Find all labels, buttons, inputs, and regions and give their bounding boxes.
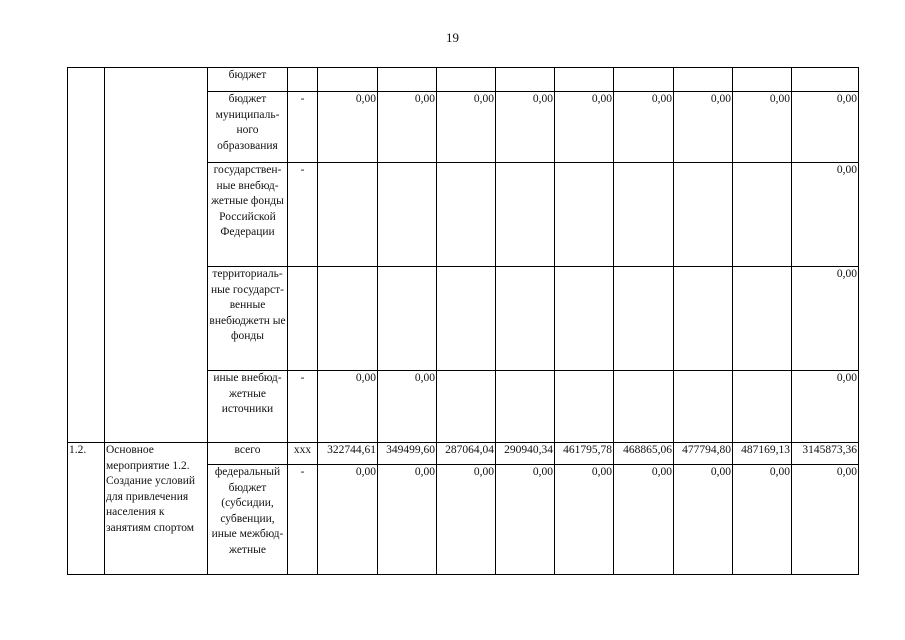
value-cell: 468865,06	[614, 443, 674, 465]
value-cell	[318, 68, 378, 92]
value-cell	[733, 371, 792, 443]
value-cell: 0,00	[318, 371, 378, 443]
value-cell: 0,00	[674, 465, 733, 575]
value-cell	[437, 163, 496, 267]
value-cell	[733, 163, 792, 267]
value-cell	[496, 68, 555, 92]
value-cell	[555, 267, 614, 371]
budget-table	[67, 67, 859, 575]
value-cell: 349499,60	[378, 443, 437, 465]
value-cell	[792, 68, 859, 92]
value-cell	[674, 267, 733, 371]
page-number: 19	[446, 30, 459, 45]
item-code-cell: 1.2.	[68, 443, 105, 575]
value-cell: 0,00	[614, 465, 674, 575]
source-cell: иные внебюд-жетные источники	[208, 371, 288, 443]
source-cell: всего	[208, 443, 288, 465]
value-cell	[614, 68, 674, 92]
code-mark-cell: -	[288, 465, 318, 575]
value-cell: 487169,13	[733, 443, 792, 465]
value-cell	[674, 371, 733, 443]
code-mark-cell	[288, 267, 318, 371]
value-cell: 0,00	[792, 267, 859, 371]
value-cell	[437, 68, 496, 92]
source-cell: государствен-ные внебюд-жетные фонды Российской Федерации	[208, 163, 288, 267]
value-cell: 0,00	[555, 92, 614, 163]
value-cell: 0,00	[318, 465, 378, 575]
value-cell: 477794,80	[674, 443, 733, 465]
code-mark-cell: ххх	[288, 443, 318, 465]
code-mark-cell: -	[288, 371, 318, 443]
value-cell: 0,00	[792, 465, 859, 575]
value-cell	[555, 68, 614, 92]
value-cell	[614, 267, 674, 371]
table-row	[68, 68, 859, 92]
value-cell	[733, 267, 792, 371]
source-cell: бюджет	[208, 68, 288, 92]
title-cell-empty	[105, 68, 208, 443]
value-cell: 0,00	[496, 92, 555, 163]
code-mark-cell: -	[288, 92, 318, 163]
value-cell: 0,00	[437, 92, 496, 163]
value-cell: 0,00	[378, 371, 437, 443]
code-mark-cell	[288, 68, 318, 92]
value-cell	[496, 163, 555, 267]
value-cell: 0,00	[733, 92, 792, 163]
value-cell: 287064,04	[437, 443, 496, 465]
value-cell	[378, 163, 437, 267]
value-cell	[733, 68, 792, 92]
value-cell	[674, 68, 733, 92]
value-cell	[496, 371, 555, 443]
value-cell	[437, 267, 496, 371]
table-row	[68, 443, 859, 465]
source-cell: территориаль-ные государст-венные внебюджетн ые фонды	[208, 267, 288, 371]
source-cell: бюджет муниципаль-ного образования	[208, 92, 288, 163]
value-cell	[318, 163, 378, 267]
value-cell	[555, 163, 614, 267]
value-cell: 0,00	[733, 465, 792, 575]
value-cell: 290940,34	[496, 443, 555, 465]
code-mark-cell: -	[288, 163, 318, 267]
value-cell: 0,00	[555, 465, 614, 575]
value-cell	[378, 267, 437, 371]
value-cell: 0,00	[792, 92, 859, 163]
value-cell: 0,00	[378, 92, 437, 163]
value-cell: 0,00	[614, 92, 674, 163]
value-cell	[614, 163, 674, 267]
item-title-cell: Основное мероприятие 1.2. Создание условий для привлечения населения к занятиям спортом	[105, 443, 208, 575]
value-cell	[318, 267, 378, 371]
value-cell: 0,00	[378, 465, 437, 575]
value-cell: 3145873,36	[792, 443, 859, 465]
value-cell: 0,00	[792, 163, 859, 267]
value-cell	[378, 68, 437, 92]
value-cell: 0,00	[437, 465, 496, 575]
value-cell: 0,00	[792, 371, 859, 443]
value-cell	[437, 371, 496, 443]
value-cell	[496, 267, 555, 371]
source-cell: федеральный бюджет (субсидии, субвенции, иные межбюд-жетные	[208, 465, 288, 575]
value-cell	[614, 371, 674, 443]
value-cell: 0,00	[496, 465, 555, 575]
value-cell	[555, 371, 614, 443]
value-cell: 461795,78	[555, 443, 614, 465]
code-cell-empty	[68, 68, 105, 443]
value-cell: 322744,61	[318, 443, 378, 465]
value-cell: 0,00	[318, 92, 378, 163]
value-cell: 0,00	[674, 92, 733, 163]
value-cell	[674, 163, 733, 267]
